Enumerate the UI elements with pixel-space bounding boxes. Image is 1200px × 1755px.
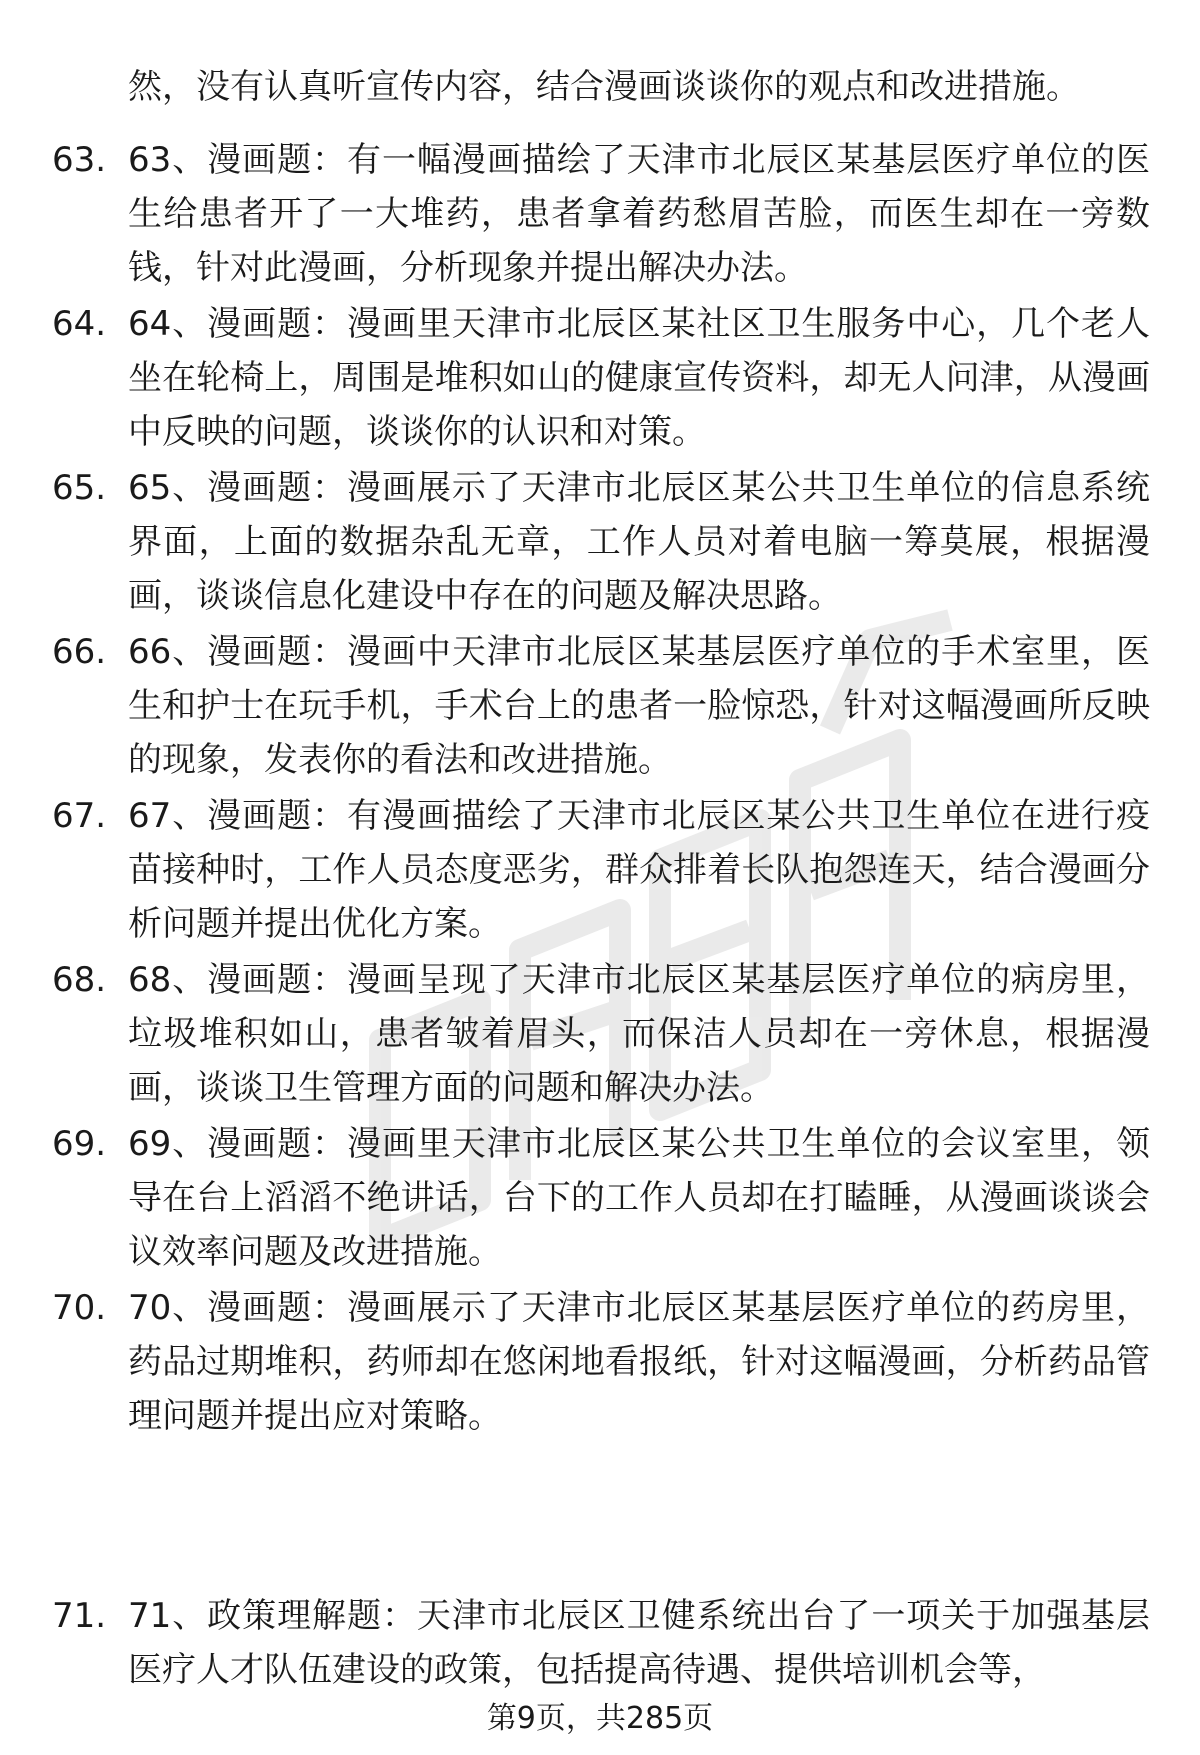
page-footer: 第9页，共285页 bbox=[486, 1701, 714, 1736]
question-text: 71、政策理解题：天津市北辰区卫健系统出台了一项关于加强基层医疗人才队伍建设的政策，包括提高待遇、提供培训机会等， bbox=[128, 1596, 1150, 1690]
question-text: 67、漫画题：有漫画描绘了天津市北辰区某公共卫生单位在进行疫苗接种时，工作人员态度恶劣，群众排着长队抱怨连天，结合漫画分析问题并提出优化方案。 bbox=[128, 796, 1150, 944]
question-text: 64、漫画题：漫画里天津市北辰区某社区卫生服务中心，几个老人坐在轮椅上，周围是堆积如山的健康宣传资料，却无人问津，从漫画中反映的问题，谈谈你的认识和对策。 bbox=[128, 304, 1150, 452]
question-number: 71. bbox=[52, 1596, 107, 1636]
question-number: 69. bbox=[52, 1124, 107, 1164]
question-number: 63. bbox=[52, 140, 107, 180]
question-number: 66. bbox=[52, 632, 107, 672]
question-number: 64. bbox=[52, 304, 107, 344]
question-text: 65、漫画题：漫画展示了天津市北辰区某公共卫生单位的信息系统界面，上面的数据杂乱无章，工作人员对着电脑一筹莫展，根据漫画，谈谈信息化建设中存在的问题及解决思路。 bbox=[128, 468, 1150, 616]
question-text: 69、漫画题：漫画里天津市北辰区某公共卫生单位的会议室里，领导在台上滔滔不绝讲话，台下的工作人员却在打瞌睡，从漫画谈谈会议效率问题及改进措施。 bbox=[128, 1124, 1150, 1272]
question-text: 70、漫画题：漫画展示了天津市北辰区某基层医疗单位的药房里，药品过期堆积，药师却在悠闲地看报纸，针对这幅漫画，分析药品管理问题并提出应对策略。 bbox=[128, 1288, 1150, 1436]
question-number: 65. bbox=[52, 468, 107, 508]
continuation-text: 然，没有认真听宣传内容，结合漫画谈谈你的观点和改进措施。 bbox=[128, 67, 1080, 107]
question-number: 67. bbox=[52, 796, 107, 836]
question-number: 70. bbox=[52, 1288, 107, 1328]
question-number: 68. bbox=[52, 960, 107, 1000]
question-text: 63、漫画题：有一幅漫画描绘了天津市北辰区某基层医疗单位的医生给患者开了一大堆药，患者拿着药愁眉苦脸，而医生却在一旁数钱，针对此漫画，分析现象并提出解决办法。 bbox=[128, 140, 1150, 288]
question-text: 68、漫画题：漫画呈现了天津市北辰区某基层医疗单位的病房里，垃圾堆积如山，患者皱着眉头，而保洁人员却在一旁休息，根据漫画，谈谈卫生管理方面的问题和解决办法。 bbox=[128, 960, 1150, 1108]
question-text: 66、漫画题：漫画中天津市北辰区某基层医疗单位的手术室里，医生和护士在玩手机，手术台上的患者一脸惊恐，针对这幅漫画所反映的现象，发表你的看法和改进措施。 bbox=[128, 632, 1150, 780]
